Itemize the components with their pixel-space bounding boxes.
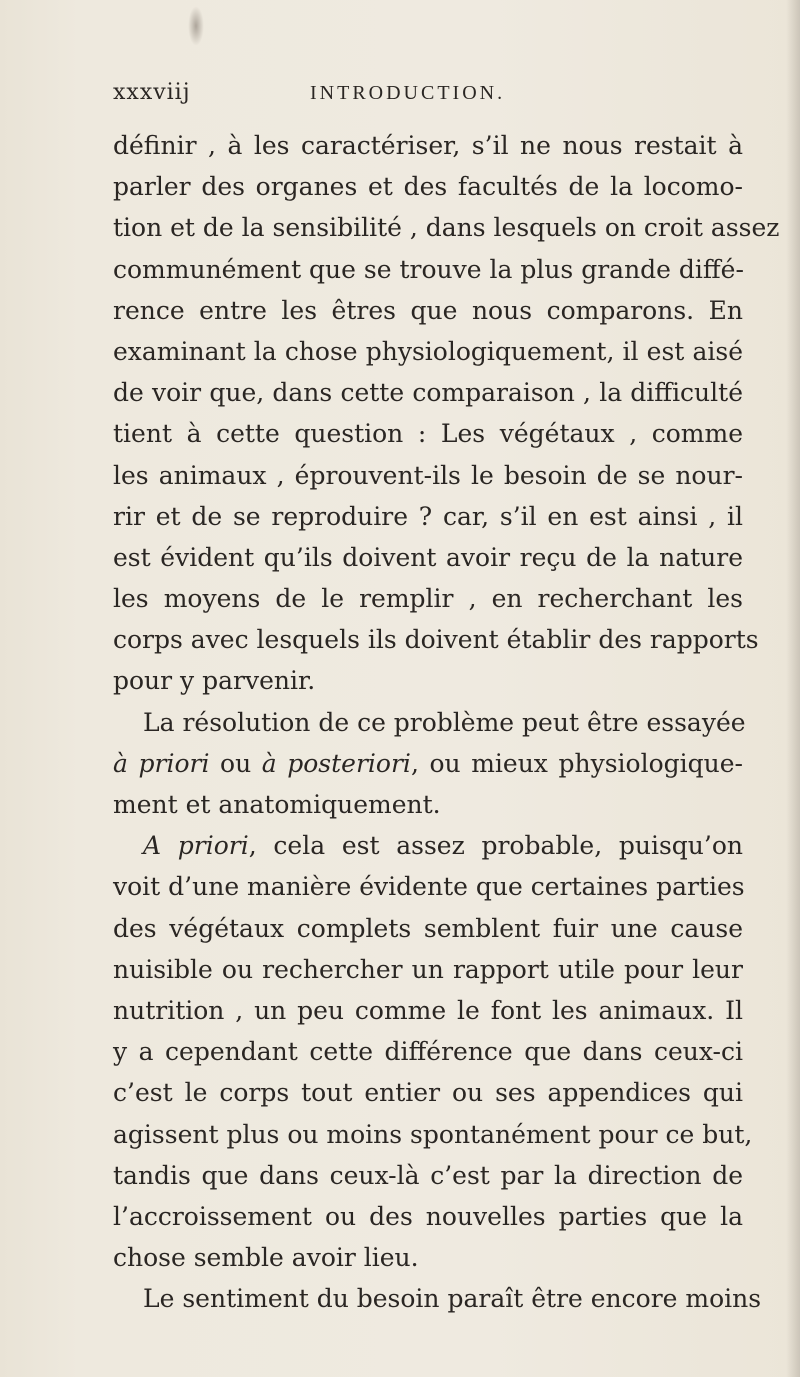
running-head: INTRODUCTION. [310, 82, 506, 104]
text-line: La résolution de ce problème peut être essayée [143, 707, 746, 737]
text-line: les moyens de le remplir , en recherchant les [113, 584, 743, 614]
text-line: pour y parvenir. [113, 666, 316, 696]
text-line: est évident qu’ils doivent avoir reçu de la nature [113, 542, 743, 572]
text-line: de voir que, dans cette comparaison , la difficulté [113, 378, 743, 408]
text-line: ment et anatomiquement. [113, 790, 441, 819]
italic-term: A priori [143, 831, 249, 861]
page-edge-shadow [786, 0, 800, 1377]
body-text [113, 125, 780, 1319]
text-line: définir , à les caractériser, s’il ne nous restait à [113, 131, 743, 160]
text-line: tion et de la sensibilité , dans lesquels on croit assez [113, 213, 780, 243]
text-line: parler des organes et des facultés de la locomo- [113, 172, 743, 202]
text-line: l’accroissement ou des nouvelles parties que la [113, 1201, 743, 1231]
text-line: voit d’une manière évidente que certaines parties [113, 872, 745, 902]
page-number: xxxviij [113, 80, 191, 105]
text-line: y a cependant cette différence que dans ceux-ci [113, 1037, 743, 1067]
text-line: des végétaux complets semblent fuir une cause [113, 913, 743, 943]
text-line: à priori ou à posteriori, ou mieux physiologique- [113, 748, 743, 778]
text-line: chose semble avoir lieu. [113, 1243, 419, 1273]
text-line: nuisible ou rechercher un rapport utile pour leur [113, 954, 743, 984]
text-line: tient à cette question : Les végétaux , comme [113, 419, 743, 449]
paper-stain [188, 6, 204, 46]
text-line: examinant la chose physiologiquement, il est aisé [113, 336, 743, 366]
page-header [113, 80, 733, 120]
text-line: corps avec lesquels ils doivent établir des rapports [113, 625, 759, 655]
italic-term: à posteriori [261, 748, 411, 778]
text-line: A priori, cela est assez probable, puisqu’on [143, 831, 743, 861]
text-line: Le sentiment du besoin paraît être encore moins [143, 1284, 762, 1314]
text-line: les animaux , éprouvent-ils le besoin de se nour- [113, 460, 743, 490]
text-line: communément que se trouve la plus grande diffé- [113, 254, 744, 284]
text-line: agissent plus ou moins spontanément pour ce but, [113, 1119, 753, 1149]
italic-term: à priori [113, 748, 210, 778]
text-line: c’est le corps tout entier ou ses appendices qui [113, 1078, 743, 1108]
text-line: nutrition , un peu comme le font les animaux. Il [113, 995, 743, 1025]
text-line: tandis que dans ceux-là c’est par la direction de [113, 1160, 743, 1190]
text-line: rir et de se reproduire ? car, s’il en est ainsi , il [113, 501, 743, 531]
text-line: rence entre les êtres que nous comparons. En [113, 295, 743, 325]
